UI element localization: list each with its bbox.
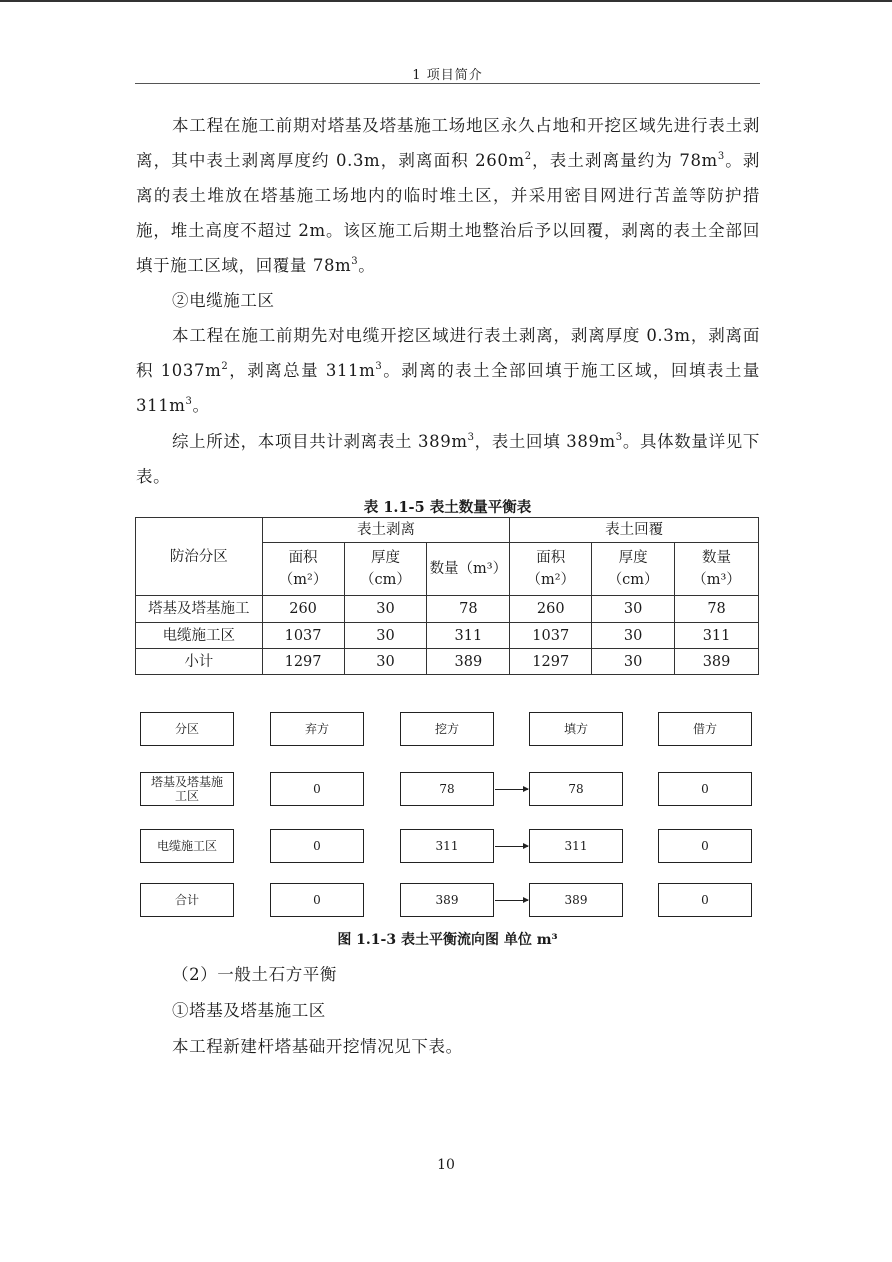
paragraph-tower-stripping: 本工程在施工前期对塔基及塔基施工场地区永久占地和开挖区域先进行表土剥离，其中表土剥离厚度约 0.3m，剥离面积 $260m^2$，表土剥离量约为 $78m^3$。剥离的表土堆放在塔基施工场地内的临时堆土区，并采用密目网进行苫盖等防护措施，堆土高度不超过 2m。该区施工后期土地整治后予以回覆，剥离的表土全部回填于施工区域，回覆量 $78m^3$。 [136, 116, 760, 275]
page-number: 10 [437, 1157, 455, 1173]
flow-arrow [495, 789, 528, 790]
paragraph-cable-stripping: 本工程在施工前期先对电缆开挖区域进行表土剥离，剥离厚度 0.3m，剥离面积 $1037m^2$，剥离总量 $311m^3$。剥离的表土全部回填于施工区域，回填表土量 $311m^3$。 [136, 326, 760, 415]
flow-borrow-cable: 0 [658, 829, 752, 863]
table-row: 电缆施工区 1037 30 311 1037 30 311 [136, 623, 759, 649]
header-strip-area: 面积 （m²） [262, 543, 344, 596]
table-row: 塔基及塔基施工 260 30 78 260 30 78 [136, 596, 759, 623]
flow-arrow [495, 900, 528, 901]
flow-zone-tower: 塔基及塔基施工区 [140, 772, 234, 806]
section-tower-heading: ①塔基及塔基施工区 [172, 1001, 326, 1020]
flow-fill-tower: 78 [529, 772, 623, 806]
header-strip-quantity: 数量（m³） [427, 543, 510, 596]
header-backfill-quantity: 数量 （m³） [675, 543, 759, 596]
header-stripping: 表土剥离 [262, 518, 510, 543]
flow-excavation-cable: 311 [400, 829, 494, 863]
header-rule [135, 83, 760, 84]
flow-header-borrow: 借方 [658, 712, 752, 746]
flow-header-fill: 填方 [529, 712, 623, 746]
header-strip-thickness: 厚度 （cm） [344, 543, 427, 596]
flow-header-waste: 弃方 [270, 712, 364, 746]
flow-zone-total: 合计 [140, 883, 234, 917]
flow-fill-total: 389 [529, 883, 623, 917]
flow-excavation-total: 389 [400, 883, 494, 917]
flow-fill-cable: 311 [529, 829, 623, 863]
flow-waste-cable: 0 [270, 829, 364, 863]
topsoil-balance-table [135, 517, 759, 675]
header-backfill-thickness: 厚度 （cm） [592, 543, 675, 596]
table-row: 小计 1297 30 389 1297 30 389 [136, 649, 759, 675]
header-backfill: 表土回覆 [510, 518, 759, 543]
header-backfill-area: 面积 （m²） [510, 543, 592, 596]
flow-waste-total: 0 [270, 883, 364, 917]
flow-zone-cable: 电缆施工区 [140, 829, 234, 863]
paragraph-tower-excavation: 本工程新建杆塔基础开挖情况见下表。 [172, 1037, 463, 1056]
figure-caption: 图 1.1-3 表土平衡流向图 单位 m³ [337, 932, 558, 948]
section-cable-heading: ②电缆施工区 [172, 291, 275, 310]
running-header: 1 项目简介 [412, 68, 483, 83]
flow-borrow-total: 0 [658, 883, 752, 917]
flow-excavation-tower: 78 [400, 772, 494, 806]
flow-waste-tower: 0 [270, 772, 364, 806]
flow-header-zone: 分区 [140, 712, 234, 746]
flow-header-excavation: 挖方 [400, 712, 494, 746]
top-border [0, 0, 892, 2]
section-earthwork-heading: （2）一般土石方平衡 [172, 965, 337, 984]
flow-borrow-tower: 0 [658, 772, 752, 806]
header-zone: 防治分区 [136, 518, 263, 596]
flow-arrow [495, 846, 528, 847]
table-title: 表 1.1-5 表土数量平衡表 [363, 499, 532, 516]
paragraph-summary: 综上所述，本项目共计剥离表土 $389m^3$，表土回填 $389m^3$。具体数量详见下表。 [136, 432, 760, 486]
